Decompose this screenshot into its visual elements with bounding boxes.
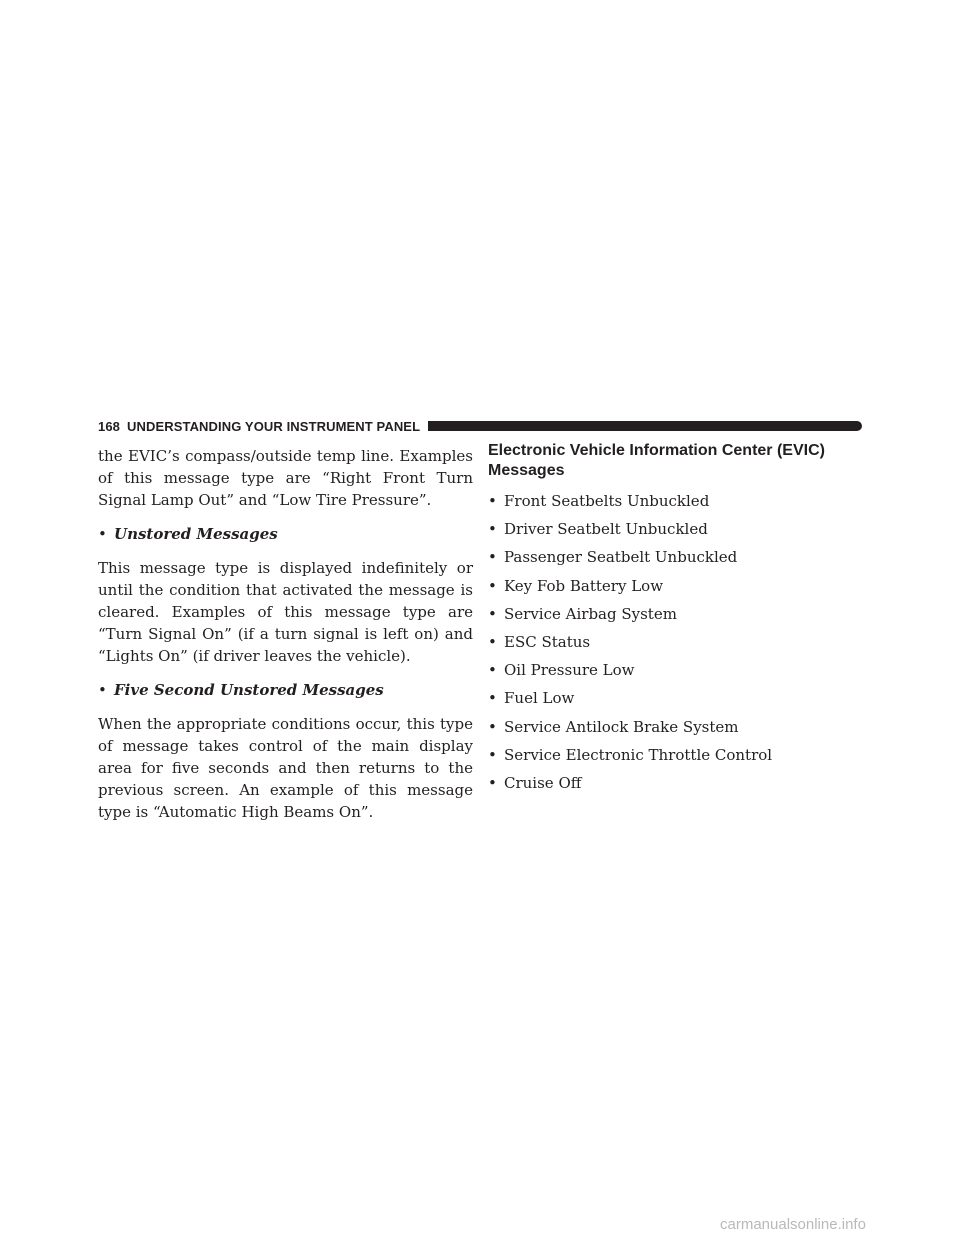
right-column <box>488 441 862 801</box>
bullet: • <box>488 576 497 595</box>
evic-messages-list <box>488 491 862 793</box>
list-item-text: Oil Pressure Low <box>504 661 635 680</box>
bullet: • <box>488 745 497 764</box>
page-number: 168 <box>98 418 120 434</box>
bullet: • <box>98 681 107 699</box>
unstored-messages-heading: Unstored Messages <box>114 525 278 543</box>
list-item-text: Front Seatbelts Unbuckled <box>504 492 710 510</box>
evic-messages-heading: Electronic Vehicle Information Center (EVIC) Messages <box>488 442 825 479</box>
list-item <box>488 604 862 624</box>
list-item <box>488 773 862 793</box>
list-item <box>488 688 862 708</box>
bullet: • <box>488 604 497 623</box>
list-item <box>488 576 862 596</box>
unstored-messages-paragraph: This message type is displayed indefinitely or until the condition that activated the message is cleared. Examples of this message type are “Turn Signal On” (if a turn signal is left on) and “Lights On” (if driver leaves the vehicle). <box>98 559 473 665</box>
list-item-text: ESC Status <box>504 632 591 651</box>
list-item-text: Passenger Seatbelt Unbuckled <box>504 548 738 567</box>
watermark: carmanualsonline.info <box>720 1216 866 1233</box>
list-item <box>488 491 862 511</box>
bullet: • <box>488 492 497 510</box>
list-item <box>488 519 862 539</box>
bullet: • <box>488 632 497 651</box>
page-header <box>98 417 862 435</box>
unstored-messages-item <box>98 523 473 545</box>
list-item <box>488 660 862 680</box>
list-item-text: Driver Seatbelt Unbuckled <box>504 520 708 539</box>
bullet: • <box>488 773 497 792</box>
header-rule <box>428 421 862 431</box>
five-second-messages-heading: Five Second Unstored Messages <box>114 681 384 699</box>
left-column <box>98 445 473 835</box>
section-title: UNDERSTANDING YOUR INSTRUMENT PANEL <box>127 418 421 434</box>
list-item <box>488 717 862 737</box>
list-item-text: Cruise Off <box>504 773 582 792</box>
five-second-messages-item <box>98 679 473 701</box>
bullet: • <box>488 661 497 680</box>
bullet: • <box>488 520 497 539</box>
list-item-text: Key Fob Battery Low <box>504 576 664 595</box>
bullet: • <box>488 548 497 567</box>
list-item-text: Service Airbag System <box>504 604 677 623</box>
list-item <box>488 632 862 652</box>
intro-paragraph: the EVIC’s compass/outside temp line. Examples of this message type are “Right Front Turn Signal Lamp Out” and “Low Tire Pressure”. <box>98 447 473 509</box>
list-item-text: Service Antilock Brake System <box>504 717 739 736</box>
five-second-messages-paragraph: When the appropriate conditions occur, this type of message takes control of the main display area for five seconds and then returns to the previous screen. An example of this message type is “Automatic High Beams On”. <box>98 715 473 821</box>
bullet: • <box>488 689 497 708</box>
list-item <box>488 745 862 765</box>
list-item-text: Fuel Low <box>504 689 575 708</box>
bullet: • <box>488 717 497 736</box>
bullet: • <box>98 525 107 543</box>
list-item-text: Service Electronic Throttle Control <box>504 745 773 764</box>
list-item <box>488 547 862 567</box>
